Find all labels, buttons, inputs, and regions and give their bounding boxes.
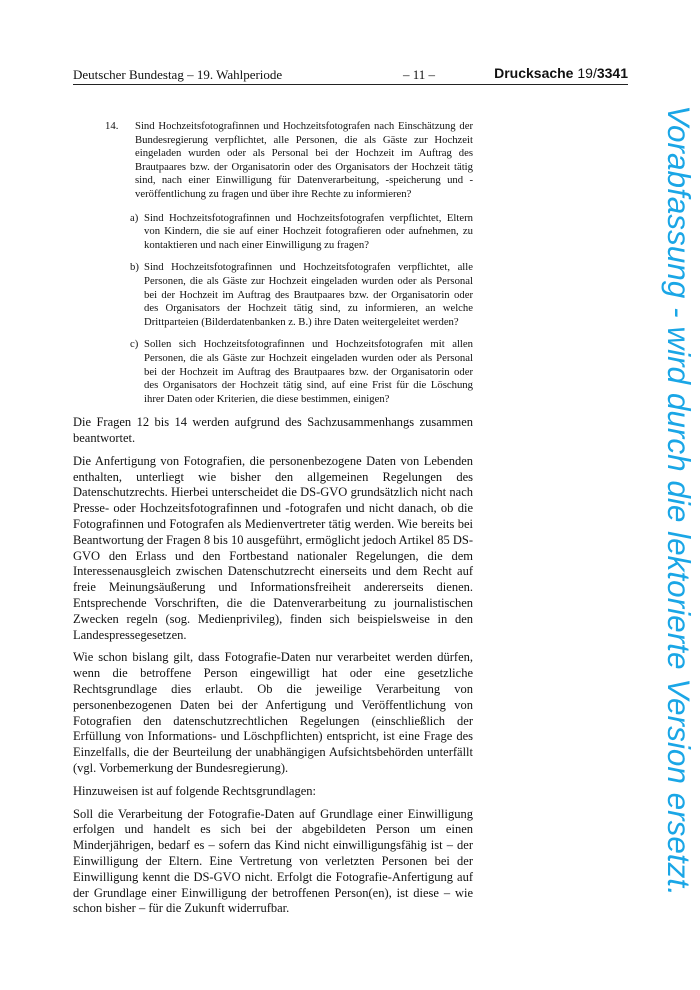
document-body xyxy=(73,120,473,924)
subquestion-text: Sind Hochzeitsfotografinnen und Hochzeitsfotografen verpflichtet, alle Personen, die als Gäste zur Hochzeit eingeladen wurden oder als Personal bei der Hochzeit im Auftrag des Brautpaares bzw. der Organisatorin oder des Organisators der Hochzeit tätig sind, zu informieren, an welche Drittparteien (Bilderdatenbanken z. B.) ihre Daten weitergeleitet werden? xyxy=(144,261,473,328)
header-period: 19/ xyxy=(577,65,597,81)
subquestion-label: a) xyxy=(130,211,139,224)
subquestion-b xyxy=(73,261,473,329)
subquestion-c xyxy=(73,338,473,406)
question-14 xyxy=(73,120,473,202)
watermark-text: Vorabfassung - wird durch die lektorierte Version ersetzt. xyxy=(660,104,697,896)
answer-paragraph: Wie schon bislang gilt, dass Fotografie-Daten nur verarbeitet werden dürfen, wenn die betroffene Person eingewilligt hat oder eine gesetzliche Rechtsgrundlage dies erlaubt. Ob die jeweilige Verarbeitung von personenbezogenen Daten bei der Anfertigung und Veröffentlichung von Fotografien den datenschutzrechtlichen Regelungen (einschließlich der Erfüllung von Informations- und Löschpflichten) entspricht, ist eine Frage des Einzelfalls, die der Beurteilung der unabhängigen Aufsichtsbehörden unterfällt (vgl. Vorbemerkung der Bundesregierung). xyxy=(73,650,473,776)
answer-paragraph: Hinzuweisen ist auf folgende Rechtsgrundlagen: xyxy=(73,783,316,798)
question-number: 14. xyxy=(105,120,119,132)
header-page-number: – 11 – xyxy=(403,67,436,82)
header-parliament: Deutscher Bundestag – 19. Wahlperiode xyxy=(73,67,283,82)
subquestion-label: c) xyxy=(130,338,139,351)
header-document-number xyxy=(494,65,628,81)
answer-paragraph: Die Fragen 12 bis 14 werden aufgrund des Sachzusammenhangs zusammen beantwortet. xyxy=(73,415,473,446)
subquestion-text: Sind Hochzeitsfotografinnen und Hochzeitsfotografen verpflichtet, Eltern von Kindern, die sie auf einer Hochzeit fotografieren oder aufnehmen, zu kontaktieren und nach einer Einwilligung zu fragen? xyxy=(144,211,473,251)
question-text: Sind Hochzeitsfotografinnen und Hochzeitsfotografen nach Einschätzung der Bundesregierung verpflichtet, alle Personen, die als Gäste zur Hochzeit eingeladen wurden oder als Personal bei der Hochzeit im Auftrag des Brautpaares bzw. der Organisatorin oder des Organisators der Hochzeit tätig sind, nach einer Einwilligung für Datenverarbeitung, -speicherung und -veröffentlichung zu fragen und über ihre Rechte zu informieren? xyxy=(135,120,473,200)
header-number: 3341 xyxy=(596,65,628,81)
answer-paragraph: Soll die Verarbeitung der Fotografie-Daten auf Grundlage einer Einwilligung erfolgen und handelt es sich bei der abgebildeten Person um einen Minderjährigen, bedarf es – sofern das Kind nicht einwilligungsfähig ist – der Einwilligung der Eltern. Eine Vertretung von verletzten Personen bei der Einwilligung kennt die DS-GVO nicht. Erfolgt die Fotografie-Anfertigung auf der Grundlage einer Einwilligung der betroffenen Person(en), ist diese – wie schon bisher – für die Zukunft widerrufbar. xyxy=(73,806,473,916)
answer-paragraph: Die Anfertigung von Fotografien, die personenbezogene Daten von Lebenden enthalten, unterliegt wie bisher den allgemeinen Regelungen des Datenschutzrechts. Hierbei unterscheidet die DS-GVO grundsätzlich nicht nach Presse- oder Hochzeitsfotografinnen und -fotografen und nicht danach, ob die Fotografinnen und Fotografen als Medienvertreter tätig werden. Wie bereits bei Beantwortung der Fragen 8 bis 10 ausgeführt, ermöglicht jedoch Artikel 85 DS-GVO den Erlass und den Fortbestand nationaler Regelungen, die dem Interessenausgleich zwischen Datenschutzrecht einerseits und dem Recht auf freie Meinungsäußerung und Informationsfreiheit andererseits dienen. Entsprechende Vorschriften, die die Datenverarbeitung zu journalistischen Zwecken regeln (sog. Medienprivileg), finden sich beispielsweise in den Landespressegesetzen. xyxy=(73,453,473,642)
subquestion-a xyxy=(73,212,473,253)
header-drucksache-label: Drucksache xyxy=(494,65,574,81)
subquestion-label: b) xyxy=(130,261,139,274)
subquestion-text: Sollen sich Hochzeitsfotografinnen und Hochzeitsfotografen mit allen Personen, die als Gäste zur Hochzeit eingeladen wurden oder als Personal bei der Hochzeit im Auftrag des Brautpaares bzw. der Organisatorin oder des Organisators der Hochzeit tätig sind, auf eine Frist für die Löschung ihrer Daten oder Kriterien, die diese bestimmen, einigen? xyxy=(144,338,473,405)
draft-watermark xyxy=(660,95,697,905)
page-header xyxy=(73,66,628,85)
